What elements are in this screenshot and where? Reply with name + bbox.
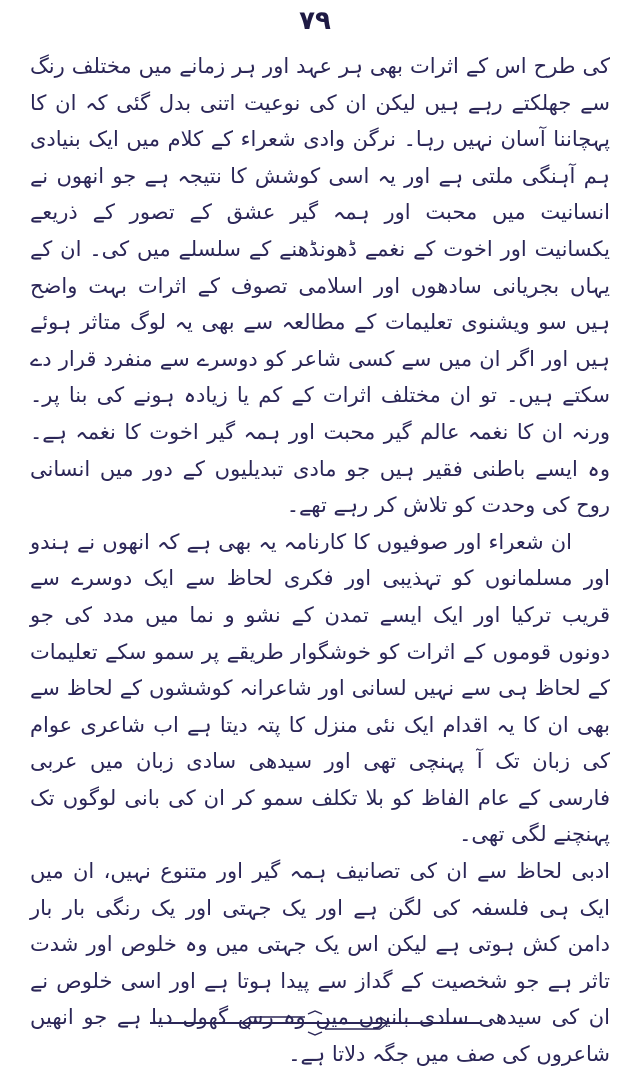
- text-body: [30, 48, 610, 1073]
- paragraph-2: ان شعراء اور صوفیوں کا کارنامہ یہ بھی ہے کہ انھوں نے ہندو اور مسلمانوں کو تہذیبی اور فکری لحاظ سے ایک دوسرے سے قریب ترکیا اور ایک ایسے تمدن کے نشو و نما میں مدد کی جو دونوں قوموں کے اثرات کو خوشگوار طریقے پر سمو سکے تعلیمات کے لحاظ ہی سے نہیں لسانی اور شاعرانہ کوششوں کے لحاظ سے بھی ان کا یہ اقدام ایک نئی منزل کا پتہ دیتا ہے اب شاعری عوام کی زبان تک آ پہنچی تھی اور سیدھی سادی زبان میں عربی فارسی کے عام الفاظ کو بلا تکلف سمو کر ان کی بانی لوگوں تک پہنچنے لگی تھی۔: [30, 529, 610, 847]
- page-number: ۷۹: [299, 6, 331, 36]
- paragraph-1: کی طرح اس کے اثرات بھی ہر عہد اور ہر زمانے میں مختلف رنگ سے جھلکتے رہے ہیں لیکن ان کی نوعیت اتنی بدل گئی کہ ان کا پہچاننا آسان نہیں رہا۔ نرگن وادی شعراء کے کلام میں ایک بنیادی ہم آہنگی ملتی ہے اور یہ اسی کوشش کا نتیجہ ہے جو انھوں نے انسانیت میں محبت اور ہمہ گیر عشق کے تصور کے ذریعے یکسانیت اور اخوت کے نغمے ڈھونڈھنے کے سلسلے میں کی۔ ان کے یہاں بجریانی سادھوں اور اسلامی تصوف کے اثرات بہت واضح ہیں سو ویشنوی تعلیمات کے مطالعہ سے بھی یہ لوگ متاثر ہوئے ہیں اور اگر ان میں سے کسی شاعر کو دوسرے سے منفرد قرار دے سکتے ہیں۔ تو ان مختلف اثرات کے کم یا زیادہ ہونے کی بنا پر۔ ورنہ ان کا نغمہ عالم گیر محبت اور ہمہ گیر اخوت کا نغمہ ہے۔ وہ ایسے باطنی فقیر ہیں جو مادی تبدیلیوں کے دور میں انسانی روح کی وحدت کو تلاش کر رہے تھے۔: [30, 54, 610, 518]
- arrow-flourish-icon: [150, 1008, 480, 1038]
- paragraph-3: ادبی لحاظ سے ان کی تصانیف ہمہ گیر اور متنوع نہیں، ان میں ایک ہی فلسفہ کی لگن ہے اور یک جہتی اور یک رنگی بار بار دامن کش ہوتی ہے لیکن اس یک جہتی میں وہ خلوص اور شدت تاثر ہے جو شخصیت کے گداز سے پیدا ہوتا ہے اور اسی خلوص نے ان کی سیدھی سادی بانیوں میں وہ رس گھول دیا ہے جو انھیں شاعروں کی صف میں جگہ دلاتا ہے۔: [30, 859, 610, 1067]
